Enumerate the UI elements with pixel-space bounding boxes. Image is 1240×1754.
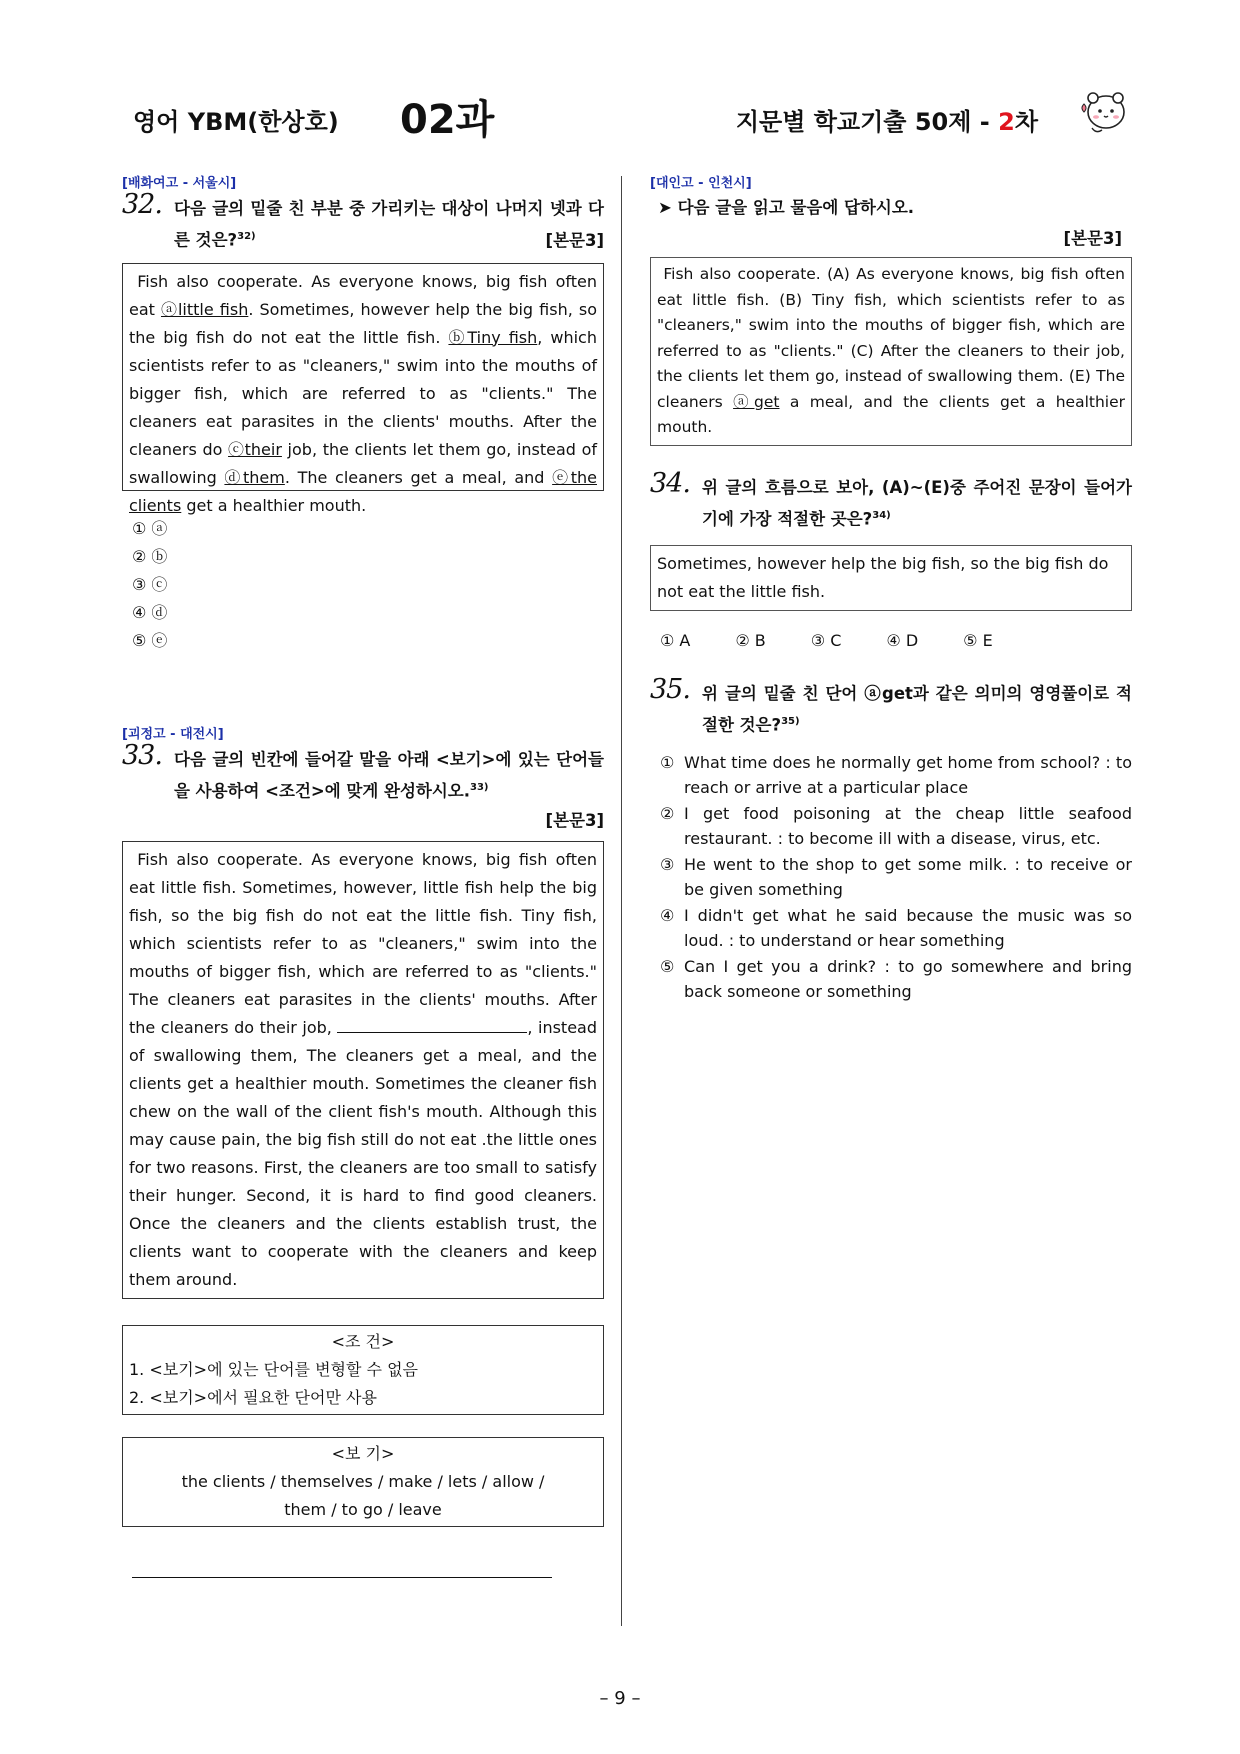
question-source: [대인고 - 인천시] <box>650 176 752 191</box>
answer-blank[interactable] <box>337 1014 527 1033</box>
bogi-box <box>122 1437 604 1527</box>
subject-title: 영어 YBM(한상호) <box>133 108 339 136</box>
question-number: 32. <box>122 189 162 220</box>
bogi-words-line-1: the clients / themselves / make / lets / allow / <box>181 1472 545 1491</box>
answer-options <box>132 515 604 655</box>
conditions-box <box>122 1325 604 1415</box>
section-tag: [본문3] <box>545 230 604 250</box>
question-33 <box>122 723 604 1579</box>
passage-box: Fish also cooperate. As everyone knows, big fish often eat ⓐlittle fish. Sometimes, however help the big fish, so the big fish do not eat the little fish. ⓑTiny fish, which scientists refer to as "cleaners," swim into the mouths of bigger fish, which are referred to as "clients." The cleaners eat parasites in the clients' mouths. After the cleaners do ⓒtheir job, the clients let them go, instead of swallowing ⓓthem. The cleaners get a meal, and ⓔthe clients get a healthier mouth. <box>122 263 604 491</box>
option-2[interactable]: ② I get food poisoning at the cheap little seafood restaurant. : to become ill with a disease, virus, etc. <box>660 803 1132 848</box>
given-sentence-box: Sometimes, however help the big fish, so the big fish do not eat the little fish. <box>650 545 1132 611</box>
question-number: 34. <box>650 467 690 499</box>
underlined-e: ⓔthe clients <box>129 467 597 515</box>
bogi-words-line-2: them / to go / leave <box>284 1500 442 1519</box>
question-34 <box>650 467 1132 651</box>
underlined-d: ⓓthem <box>224 467 285 487</box>
question-prompt: 34. 위 글의 흐름으로 보아, (A)~(E)중 주어진 문장이 들어가기에 가장 적절한 곳은?$^{34)}$ <box>650 467 1132 528</box>
option-3[interactable]: ③ He went to the shop to get some milk. : to receive or be given something <box>660 854 1132 899</box>
series-title: 지문별 학교기출 50제 - 2차 <box>735 108 1038 136</box>
option-5[interactable]: ⑤ ⓔ <box>132 630 168 650</box>
lesson-title: 02과 <box>400 97 495 143</box>
question-number: 33. <box>122 739 162 771</box>
underlined-b: ⓑTiny fish <box>448 327 538 347</box>
option-3[interactable]: ③ C <box>810 631 842 650</box>
question-source: [괴정고 - 대전시] <box>122 726 224 742</box>
conditions-title: <조 건> <box>331 1332 395 1351</box>
option-5[interactable]: ⑤ Can I get you a drink? : to go somewhere and bring back someone or something <box>660 956 1132 1001</box>
underlined-c: ⓒtheir <box>228 439 282 459</box>
question-prompt: 33. 다음 글의 빈칸에 들어갈 말을 아래 <보기>에 있는 단어들을 사용하여 <조건>에 맞게 완성하시오.$^{33)}$ [본문3] <box>122 746 604 836</box>
underlined-a-get: ⓐget <box>733 392 780 411</box>
question-source: [배화여고 - 서울시] <box>122 176 237 191</box>
option-4[interactable]: ④ I didn't get what he said because the music was so loud. : to understand or hear something <box>660 905 1132 950</box>
option-2[interactable]: ② B <box>735 631 766 650</box>
bogi-title: <보 기> <box>331 1444 395 1463</box>
passage-box: Fish also cooperate. (A) As everyone knows, big fish often eat little fish. (B) Tiny fish, which scientists refer to as "cleaners," swim into the mouths of bigger fish, which are referred to as "clients." (C) After the cleaners to their job, the clients let them go, instead of swallowing them. (E) The cleaners ⓐget a meal, and the clients get a healthier mouth. <box>650 257 1132 446</box>
bear-mascot-icon <box>1078 86 1130 136</box>
answer-options <box>660 750 1132 1004</box>
option-1[interactable]: ① ⓐ <box>132 518 168 538</box>
condition-item: 1. <보기>에 있는 단어를 변형할 수 없음 <box>129 1360 418 1379</box>
option-1[interactable]: ① What time does he normally get home from school? : to reach or arrive at a particular place <box>660 752 1132 797</box>
section-tag: [본문3] <box>545 811 604 830</box>
passage-box: Fish also cooperate. As everyone knows, big fish often eat little fish. Sometimes, however, little fish help the big fish, so the big fish do not eat the little fish. Tiny fish, which scientists refer to as "cleaners," swim into the mouths of bigger fish, which are referred to as "clients." The cleaners eat parasites in the clients' mouths. After the cleaners do their job, , instead of swallowing them, The cleaners get a meal, and the clients get a healthier mouth. Sometimes the cleaner fish chew on the wall of the client fish's mouth. Although this may cause pain, the big fish still do not eat .the little ones for two reasons. First, the cleaners are too small to satisfy their hunger. Second, it is hard to find good cleaners. Once the cleaners and the clients establish trust, the clients want to cooperate with the cleaners and keep them around. <box>122 841 604 1299</box>
question-35 <box>650 674 1132 1004</box>
question-prompt: 32. 다음 글의 밑줄 친 부분 중 가리키는 대상이 나머지 넷과 다른 것은?$^{32)}$ [본문3] <box>122 195 604 255</box>
option-4[interactable]: ④ D <box>886 631 919 650</box>
option-5[interactable]: ⑤ E <box>963 631 993 650</box>
shared-passage-section <box>650 172 1132 446</box>
option-2[interactable]: ② ⓑ <box>132 546 168 566</box>
page-header <box>133 92 1133 142</box>
condition-item: 2. <보기>에서 필요한 단어만 사용 <box>129 1388 377 1407</box>
option-4[interactable]: ④ ⓓ <box>132 602 168 622</box>
page-number: – 9 – <box>599 1688 641 1709</box>
right-column <box>650 172 1132 1005</box>
instruction: ➤ 다음 글을 읽고 물음에 답하시오. <box>658 198 915 217</box>
answer-line[interactable] <box>132 1577 552 1578</box>
section-tag: [본문3] <box>1063 229 1122 248</box>
option-3[interactable]: ③ ⓒ <box>132 574 168 594</box>
question-prompt: 35. 위 글의 밑줄 친 단어 ⓐget과 같은 의미의 영영풀이로 적절한 것은?$^{35)}$ <box>650 674 1132 735</box>
column-divider <box>621 176 622 1626</box>
question-number: 35. <box>650 674 690 705</box>
answer-options <box>660 631 1132 650</box>
option-1[interactable]: ① A <box>660 631 691 650</box>
question-32 <box>122 172 604 655</box>
underlined-a: ⓐlittle fish <box>161 299 249 319</box>
left-column <box>122 172 604 1578</box>
